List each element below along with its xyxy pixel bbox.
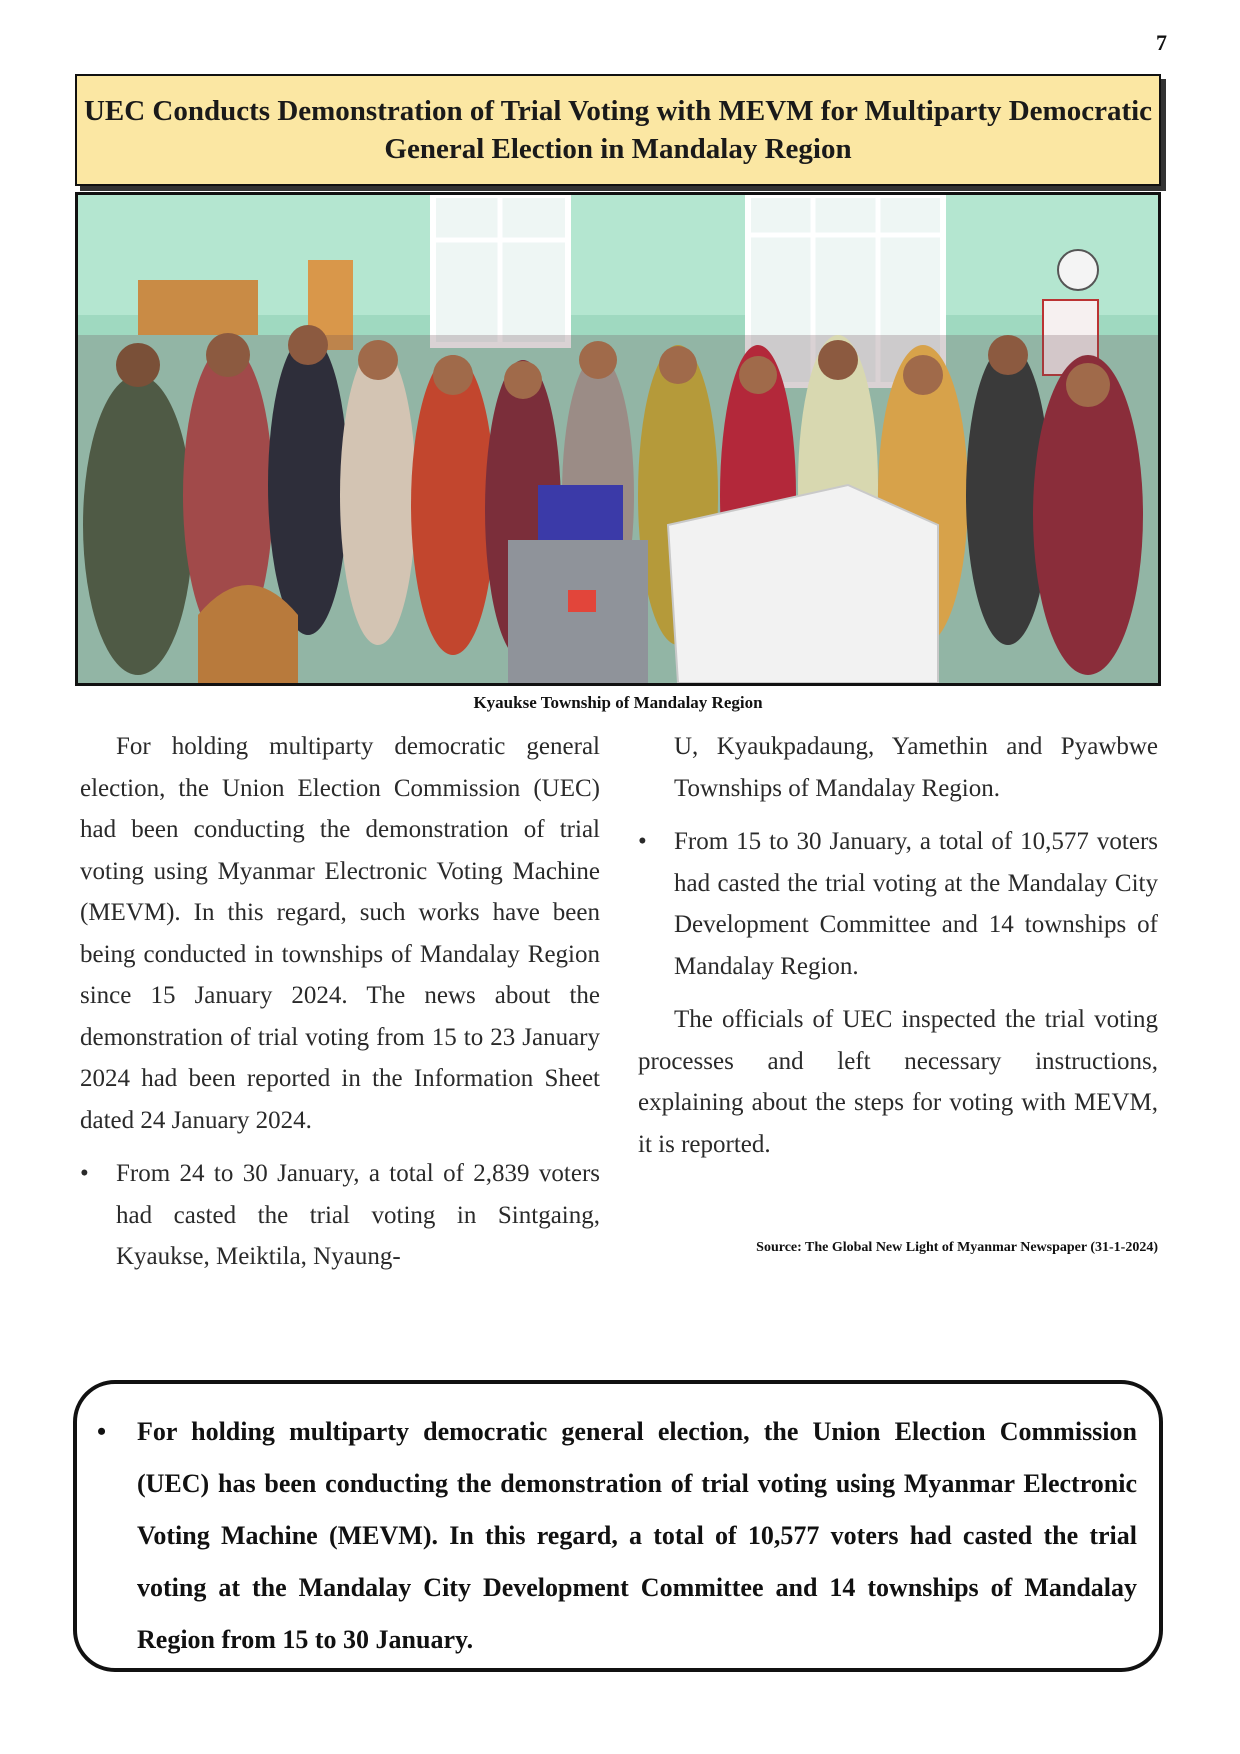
- bullet-dot: •: [638, 828, 647, 855]
- photo-caption: Kyaukse Township of Mandalay Region: [473, 693, 763, 712]
- page-number: 7: [1156, 30, 1167, 55]
- bullet-1-text-part1: From 24 to 30 January, a total of 2,839 voters had casted the trial voting in Sintgaing, Kyaukse, Meiktila, Nyaung-: [116, 1160, 600, 1270]
- bullet-item-1: [80, 1153, 600, 1278]
- bullet-2-text: From 15 to 30 January, a total of 10,577 voters had casted the trial voting at the Mandalay City Development Committee and 14 townships of Mandalay Region.: [674, 828, 1158, 980]
- news-photo: [75, 192, 1161, 686]
- voting-scene-illustration: [78, 195, 1158, 683]
- article-intro-paragraph: For holding multiparty democratic general election, the Union Election Commission (UEC) had been conducting the demonstration of trial voting using Myanmar Electronic Voting Machine (MEVM). In this regard, such works have been being conducted in townships of Mandalay Region since 15 January 2024. The news about the demonstration of trial voting from 15 to 23 January 2024 had been reported in the Information Sheet dated 24 January 2024.: [80, 733, 600, 1134]
- headline-box: [75, 74, 1161, 186]
- bullet-dot: •: [80, 1160, 89, 1187]
- headline: UEC Conducts Demonstration of Trial Voting with MEVM for Multiparty Democratic General Election in Mandalay Region: [83, 95, 1153, 165]
- article-closing-paragraph: The officials of UEC inspected the trial voting processes and left necessary instructions, explaining about the steps for voting with MEVM, it is reported.: [638, 1006, 1158, 1158]
- bullet-dot: •: [97, 1417, 107, 1446]
- bullet-1-continuation: U, Kyaukpadaung, Yamethin and Pyawbwe Townships of Mandalay Region.: [674, 733, 1158, 802]
- bullet-item-2: [638, 821, 1158, 987]
- summary-box: [73, 1380, 1163, 1672]
- summary-text: For holding multiparty democratic general election, the Union Election Commission (UEC) has been conducting the demonstration of trial voting using Myanmar Electronic Voting Machine (MEVM). In this regard, a total of 10,577 voters had casted the trial voting at the Mandalay City Development Committee and 14 townships of Mandalay Region from 15 to 30 January.: [137, 1417, 1137, 1654]
- article-column-left: [80, 726, 600, 1290]
- source-credit: Source: The Global New Light of Myanmar Newspaper (31-1-2024): [756, 1240, 1158, 1255]
- article-column-right: [638, 726, 1158, 1177]
- summary-item: [97, 1406, 1137, 1666]
